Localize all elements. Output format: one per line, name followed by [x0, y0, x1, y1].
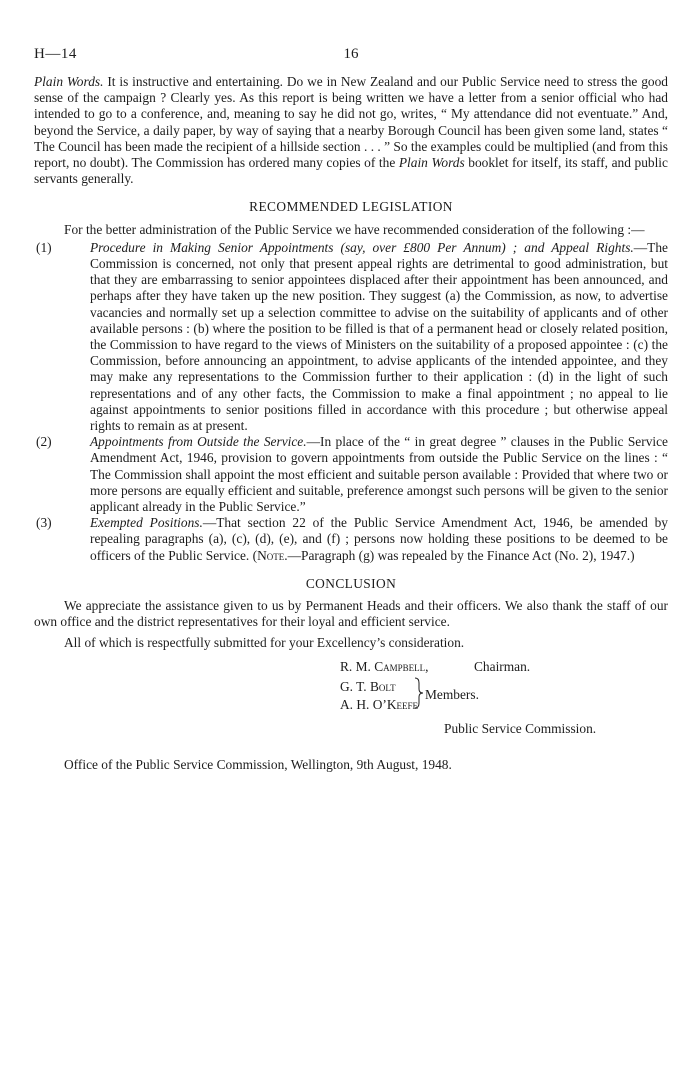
- member-name: G. T. Bolt: [340, 678, 396, 694]
- item-body: —In place of the “ in great degree ” clauses in the Public Service Amendment Act, 1946, provision to govern appointments from outside the Public Service on the lines : “ The Commission shall appoint the most efficient and suitable person available : Provided that where two or more persons are equally efficient and suitable, preference amongst such persons will be given to the senior applicant already in the Public Service.”: [90, 434, 668, 515]
- commission-name: Public Service Commission.: [444, 720, 597, 736]
- page-number: 16: [343, 46, 359, 62]
- conclusion-heading: CONCLUSION: [305, 575, 397, 591]
- item-title: Procedure in Making Senior Appointments (say, over £800 Per Annum) ; and Appeal Rights.: [90, 239, 634, 255]
- member-name: A. H. O’Keefe: [340, 696, 419, 712]
- note-text: .—Paragraph (g) was repealed by the Finance Act (No. 2), 1947.): [284, 547, 635, 563]
- legislation-list: [34, 240, 668, 564]
- item-number: (2): [36, 434, 52, 450]
- chairman-role: Chairman.: [474, 658, 531, 674]
- item-body: —The Commission is concerned, not only that present appeal rights are detrimental to good administration, but that they are embarrassing to senior appointees displaced after their appointment has been announced, and perhaps after they have taken up the new position. They suggest (a) the Commission, as now, to advertise vacancies and normally set up a selection committee to advise on the suitability of applicants and of other available persons : (b) where the position to be filled is that of a permanent head or closely related position, the Commission to have regard to the views of Ministers on the suitability of a proposed appointee : (c) the Commission, before announcing an appointment, to advise applicants of the intended appointee, and they may make any representations to the Commission further to their application : (d) in the light of such representations and of any other facts, the Commission to make a final appointment ; no appeal to lie against appointments to senior positions filled in accordance with this procedure ; but otherwise appeal rights to remain as at present.: [90, 239, 668, 434]
- intro-text-1: It is instructive and entertaining. Do we in New Zealand and our Public Service need to stress the good sense of the campaign ? Clearly yes. As this report is being written we have a letter from a senior official who had intended to go to a conference, and, meaning to say he did not go, writes, “ My attendance did not eventuate.” And, beyond the Service, a daily paper, by way of saying that a nearby Borough Council has been given some land, states “ The Council has been made the recipient of a hillside section . . . ” So the examples could be multiplied (and from this report, no doubt). The Commission has ordered many copies of the: [34, 74, 668, 171]
- office-date-line: Office of the Public Service Commission, Wellington, 9th August, 1948.: [64, 756, 452, 772]
- intro-paragraph: [34, 74, 668, 187]
- document-code: H—14: [34, 46, 77, 62]
- brace-icon: [414, 677, 424, 709]
- conclusion-paragraph: We appreciate the assistance given to us by Permanent Heads and their officers. We also thank the staff of our own office and the district representatives for their loyal and efficient service.: [34, 598, 668, 630]
- legislation-intro: For the better administration of the Public Service we have recommended consideration of the following :—: [64, 221, 645, 237]
- legislation-heading: RECOMMENDED LEGISLATION: [249, 199, 453, 215]
- legislation-item: [34, 515, 668, 564]
- item-title: Exempted Positions.: [90, 515, 203, 531]
- item-number: (3): [36, 515, 52, 531]
- note-label: Note: [257, 547, 285, 563]
- legislation-item: [34, 434, 668, 515]
- intro-text-2: booklet for itself, its staff, and public servants generally.: [34, 155, 668, 187]
- item-title: Appointments from Outside the Service.: [90, 434, 307, 450]
- legislation-item: [34, 240, 668, 434]
- item-number: (1): [36, 239, 52, 255]
- intro-italic-title: Plain Words: [398, 155, 465, 171]
- submission-line: All of which is respectfully submitted for your Excellency’s consideration.: [64, 634, 465, 650]
- page-header: [34, 46, 668, 68]
- item-body: —That section 22 of the Public Service Amendment Act, 1946, be amended by repealing paragraphs (a), (c), (d), (e), and (f) ; persons now holding these positions to be deemed to be officers of the Public Service. (: [90, 515, 668, 563]
- signature-block: [34, 655, 668, 755]
- chairman-name: R. M. Campbell,: [340, 658, 429, 674]
- members-label: Members.: [425, 686, 479, 702]
- intro-lead: Plain Words.: [34, 74, 104, 89]
